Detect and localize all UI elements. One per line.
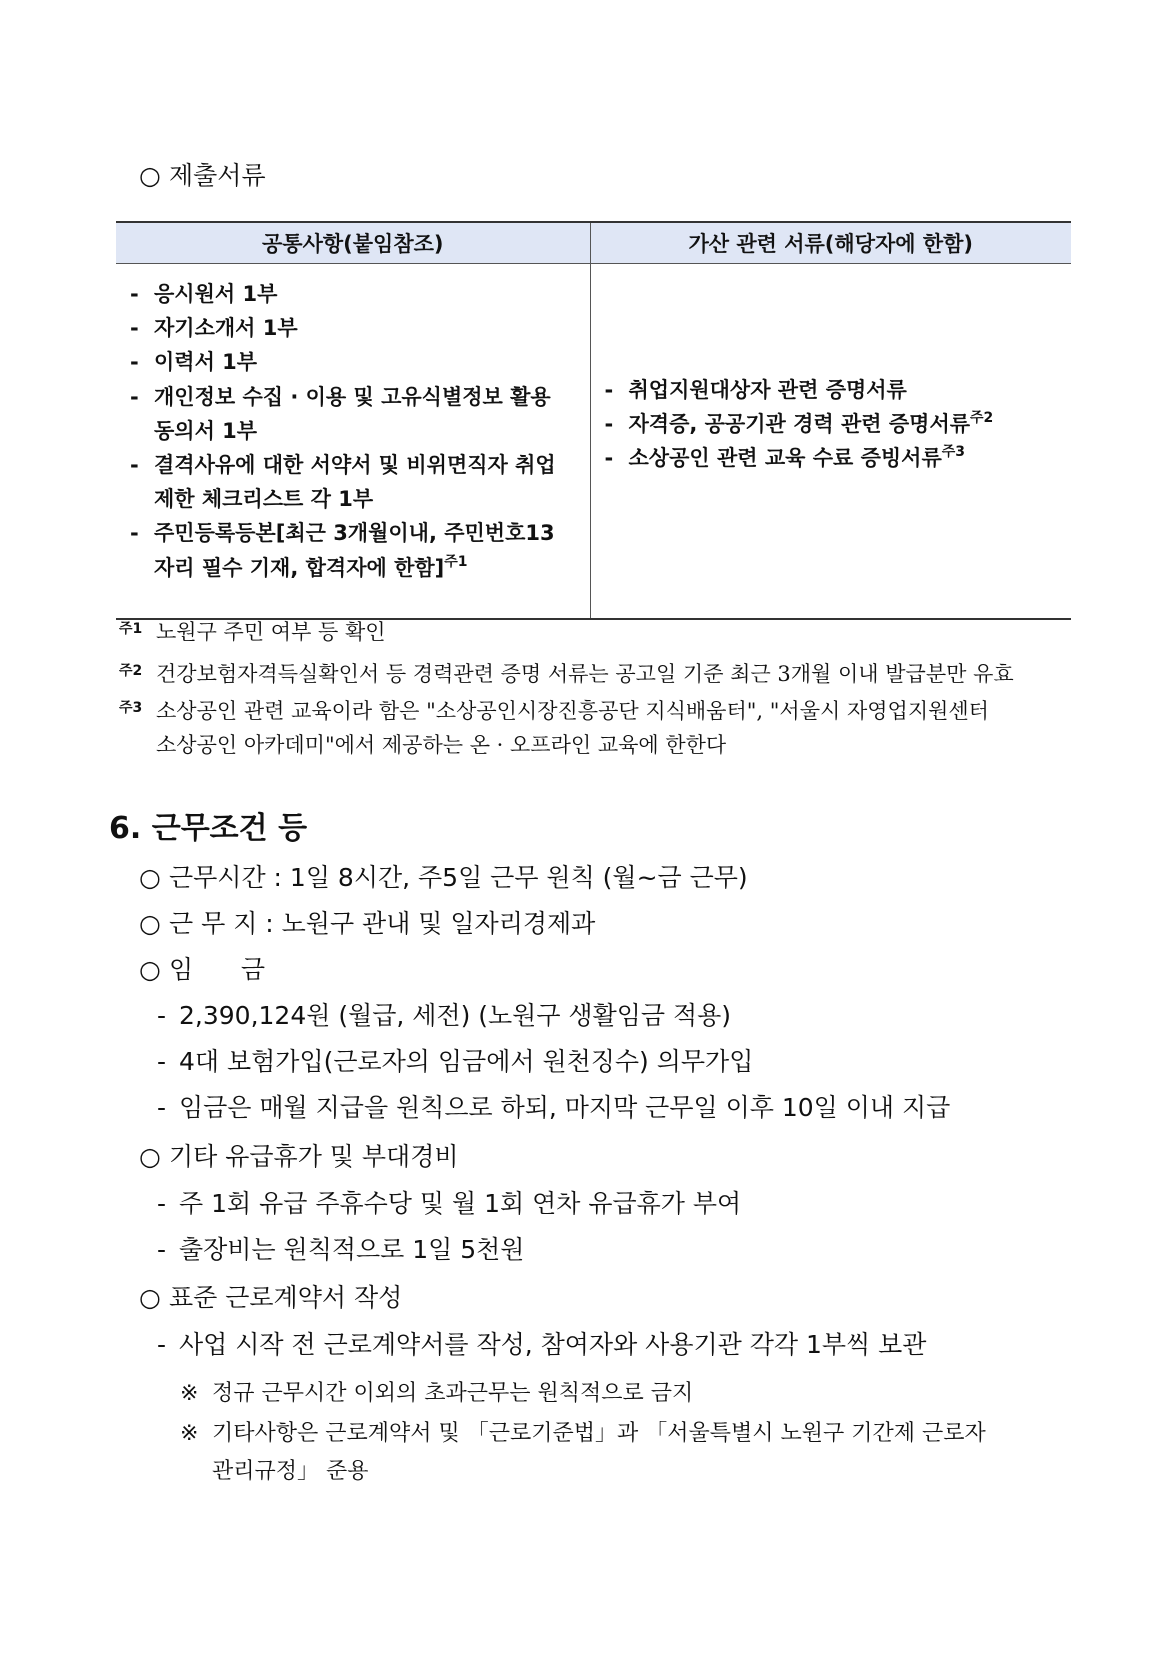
list-item: - 이력서 1부 <box>130 350 258 375</box>
wage-heading: ○ 임 금 <box>139 955 265 984</box>
table-header-common: 공통사항(붙임참조) <box>116 222 590 264</box>
list-item: - 자격증, 공공기관 경력 관련 증명서류$^{주2}$ <box>604 409 994 436</box>
wage-item: - 임금은 매월 지급을 원칙으로 하되, 마지막 근무일 이후 10일 이내 지급 <box>157 1093 951 1122</box>
circle-bullet: ○ <box>139 863 161 892</box>
benefit-item: - 주 1회 유급 주휴수당 및 월 1회 연차 유급휴가 부여 <box>157 1189 742 1218</box>
section-title: 6. 근무조건 등 <box>109 811 308 846</box>
list-item: - 주민등록등본[최근 3개월이내, 주민번호13 <box>130 521 555 546</box>
list-item-continuation: 자리 필수 기재, 합격자에 한함]$^{주1}$ <box>154 553 468 580</box>
submission-table <box>116 221 1071 620</box>
work-hours: ○ 근무시간 : 1일 8시간, 주5일 근무 원칙 (월~금 근무) <box>139 863 748 892</box>
list-item-continuation: 제한 체크리스트 각 1부 <box>154 487 374 512</box>
other-benefits-heading: ○ 기타 유급휴가 및 부대경비 <box>139 1142 459 1171</box>
list-item: - 결격사유에 대한 서약서 및 비위면직자 취업 <box>130 453 556 478</box>
list-item: - 응시원서 1부 <box>130 282 278 306</box>
circle-bullet: ○ <box>139 909 161 938</box>
footnote-ref: 주1 <box>444 553 468 570</box>
footnote-2: 주2 건강보험자격득실확인서 등 경력관련 증명 서류는 공고일 기준 최근 3개월 이내 발급분만 유효 <box>119 662 1014 686</box>
footnote-ref: 주3 <box>941 444 966 461</box>
wage-item: - 2,390,124원 (월급, 세전) (노원구 생활임금 적용) <box>157 1001 732 1030</box>
contract-heading: ○ 표준 근로계약서 작성 <box>139 1283 403 1312</box>
benefit-item: - 출장비는 원칙적으로 1일 5천원 <box>157 1235 525 1264</box>
circle-bullet: ○ <box>139 161 161 190</box>
reference-note: ※ 기타사항은 근로계약서 및 「근로기준법」과 「서울특별시 노원구 기간제 근로자 <box>180 1421 986 1446</box>
reference-note: ※ 정규 근무시간 이외의 초과근무는 원칙적으로 금지 <box>180 1381 694 1406</box>
common-documents-cell <box>116 264 590 620</box>
footnote-3-continuation: 소상공인 아카데미"에서 제공하는 온 · 오프라인 교육에 한한다 <box>156 733 727 757</box>
list-item: - 소상공인 관련 교육 수료 증빙서류$^{주3}$ <box>604 444 966 471</box>
footnote-3: 주3 소상공인 관련 교육이라 함은 "소상공인시장진흥공단 지식배움터", "서울시 자영업지원센터 <box>119 699 989 723</box>
submission-heading: ○ 제출서류 <box>139 161 266 190</box>
work-location: ○ 근 무 지 : 노원구 관내 및 일자리경제과 <box>139 909 596 938</box>
circle-bullet: ○ <box>139 1142 161 1171</box>
list-item: - 취업지원대상자 관련 증명서류 <box>604 377 907 402</box>
table-header-bonus: 가산 관련 서류(해당자에 한함) <box>590 222 1071 264</box>
footnote-ref: 주2 <box>970 409 994 426</box>
circle-bullet: ○ <box>139 1283 161 1312</box>
wage-item: - 4대 보험가입(근로자의 임금에서 원천징수) 의무가입 <box>157 1047 754 1076</box>
contract-item: - 사업 시작 전 근로계약서를 작성, 참여자와 사용기관 각각 1부씩 보관 <box>157 1330 927 1359</box>
circle-bullet: ○ <box>139 955 161 984</box>
bonus-documents-cell <box>590 264 1071 620</box>
reference-note-continuation: 관리규정」 준용 <box>212 1459 369 1484</box>
footnote-1: 주1 노원구 주민 여부 등 확인 <box>119 620 386 644</box>
list-item: - 자기소개서 1부 <box>130 316 298 341</box>
list-item: - 개인정보 수집 · 이용 및 고유식별정보 활용 <box>130 384 551 409</box>
list-item-continuation: 동의서 1부 <box>154 418 258 443</box>
